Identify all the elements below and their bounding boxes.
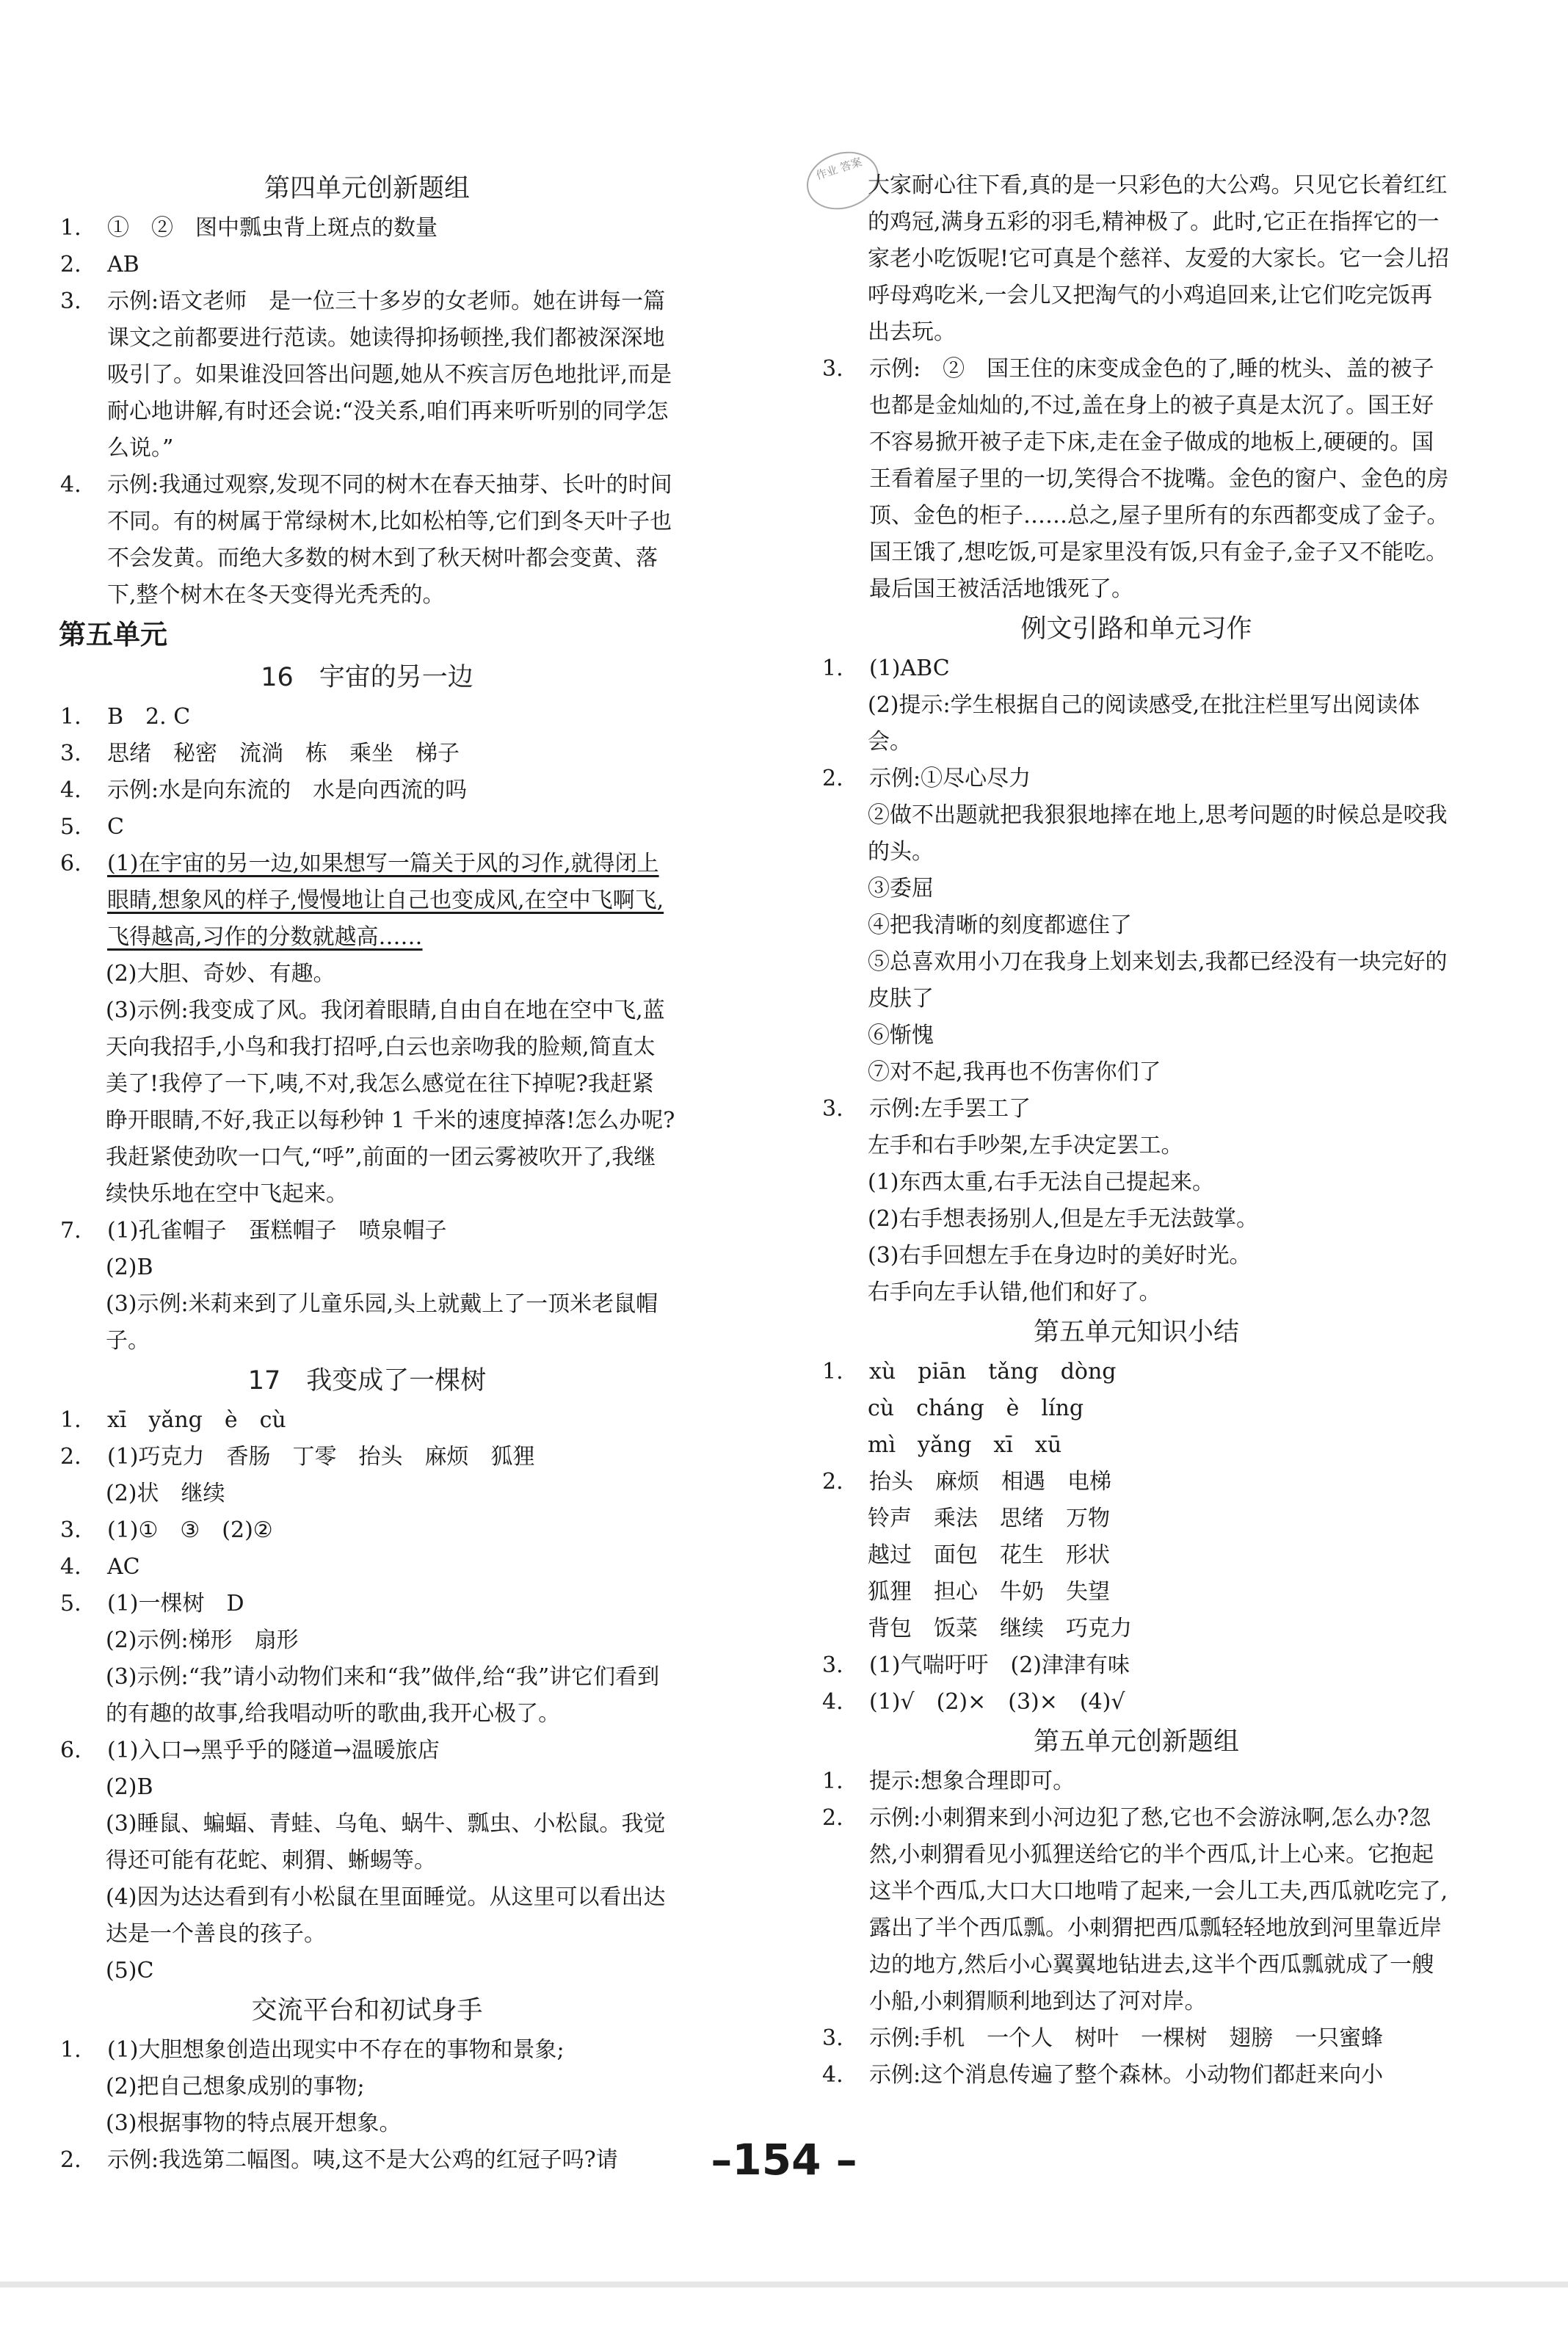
right-column [821,167,1452,2094]
answer-item: 6. (1)在宇宙的另一边,如果想写一篇关于风的习作,就得闭上眼睛,想象风的样子,慢慢地让自己也变成风,在空中飞啊飞,飞得越高,习作的分数就越高…… [60,851,664,950]
answer-item: 1. ① ② 图中瓢虫背上斑点的数量 [60,215,438,241]
answer-subitem: (2)示例:梯形 扇形 [106,1627,299,1653]
answer-item: 2. (1)巧克力 香肠 丁零 抬头 麻烦 狐狸 [60,1444,535,1470]
answer-subitem: (5)C [106,1958,154,1984]
answer-subitem: 铃声 乘法 思绪 万物 [868,1506,1110,1531]
answer-item: 4. 示例:水是向东流的 水是向西流的吗 [60,777,468,803]
answer-item: 3. 思绪 秘密 流淌 栋 乘坐 梯子 [60,741,460,766]
answer-item: 3. 示例:语文老师 是一位三十多岁的女老师。她在讲每一篇课文之前都要进行范读。她读得抑扬顿挫,我们都被深深地吸引了。如果谁没回答出问题,她从不疾言厉色地批评,而是耐心地讲解,有时还会说:“没关系,咱们再来听听别的同学怎么说。” [60,288,672,461]
answer-subitem: (2)B [106,1255,153,1280]
answer-subitem: ⑤总喜欢用小刀在我身上划来划去,我都已经没有一块完好的皮肤了 [868,949,1448,1012]
watermark-stamp: 作业 答案 [799,142,887,218]
answer-item: 1. (1)ABC [822,656,950,681]
answer-item: 4. 示例:我通过观察,发现不同的树木在春天抽芽、长叶的时间不同。有的树属于常绿树木,比如松柏等,它们到冬天叶子也不会发黄。而绝大多数的树木到了秋天树叶都会变黄、落下,整个树木在冬天变得光秃秃的。 [60,472,672,608]
answer-subitem: 狐狸 担心 牛奶 失望 [868,1579,1110,1605]
answer-item: 1. 提示:想象合理即可。 [822,1768,1075,1794]
answer-subitem: (3)根据事物的特点展开想象。 [106,2111,402,2136]
answer-subitem: 背包 饭菜 继续 巧克力 [868,1616,1132,1641]
lesson-title: 17 我变成了一棵树 [247,1366,487,1396]
answer-subitem: (3)右手回想左手在身边时的美好时光。 [868,1243,1252,1269]
answer-subitem: (3)示例:我变成了风。我闭着眼睛,自由自在地在空中飞,蓝天向我招手,小鸟和我打招呼,白云也亲吻我的脸颊,简直太美了!我停了一下,咦,不对,我怎么感觉在往下掉呢?我赶紧睁开眼睛,不好,我正以每秒钟 1 千米的速度掉落!怎么办呢?我赶紧使劲吹一口气,“呼”,前面的一团云雾被吹开了,我继续快乐地在空中飞起来。 [106,998,675,1207]
answer-item: 5. (1)一棵树 D [60,1591,244,1616]
section-title: 例文引路和单元习作 [1020,614,1252,644]
answer-subitem: ⑥惭愧 [868,1023,934,1048]
answer-item: 3. (1)气喘吁吁 (2)津津有味 [822,1652,1130,1678]
left-column [59,167,675,2179]
answer-continuation: 大家耐心往下看,真的是一只彩色的大公鸡。只见它长着红红的鸡冠,满身五彩的羽毛,精神极了。此时,它正在指挥它的一家老小吃饭呢!它可真是个慈祥、友爱的大家长。它一会儿招呼母鸡吃米,一会儿又把淘气的小鸡追回来,让它们吃完饭再出去玩。 [868,173,1450,345]
answer-subitem: (3)睡鼠、蝙蝠、青蛙、乌龟、蜗牛、瓢虫、小松鼠。我觉得还可能有花蛇、刺猬、蜥蜴等。 [106,1811,666,1873]
answer-item: 3. (1)① ③ (2)② [60,1517,273,1543]
answer-item: 3. 示例: ② 国王住的床变成金色的了,睡的枕头、盖的被子也都是金灿灿的,不过,盖在身上的被子真是太沉了。国王好不容易掀开被子走下床,走在金子做成的地板上,硬硬的。国王看着屋子里的一切,笑得合不拢嘴。金色的窗户、金色的房顶、金色的柜子……总之,屋子里所有的东西都变成了金子。国王饿了,想吃饭,可是家里没有饭,只有金子,金子又不能吃。最后国王被活活地饿死了。 [822,356,1449,602]
answer-subitem: cù cháng è líng [868,1396,1084,1421]
answer-subitem: (4)因为达达看到有小松鼠在里面睡觉。从这里可以看出达达是一个善良的孩子。 [106,1884,666,1947]
unit-title: 第五单元 [59,619,167,650]
answer-subitem: (2)大胆、奇妙、有趣。 [106,961,335,987]
lesson-title: 16 宇宙的另一边 [261,663,473,692]
answer-subitem: ④把我清晰的刻度都遮住了 [868,912,1132,938]
answer-subitem: ②做不出题就把我狠狠地摔在地上,思考问题的时候总是咬我的头。 [868,802,1448,865]
answer-subitem: ③委屈 [868,876,934,901]
answer-subitem: 左手和右手吵架,左手决定罢工。 [868,1133,1183,1158]
answer-item: 1. (1)大胆想象创造出现实中不存在的事物和景象; [60,2037,565,2063]
answer-item: 1. B 2. C [60,704,191,730]
answer-item: 7. (1)孔雀帽子 蛋糕帽子 喷泉帽子 [60,1218,447,1244]
answer-subitem: (2)右手想表扬别人,但是左手无法鼓掌。 [868,1206,1259,1232]
answer-subitem: (2)B [106,1774,153,1800]
section-title: 交流平台和初试身手 [251,1996,483,2025]
answer-subitem: mì yǎng xī xū [868,1432,1062,1458]
answer-subitem: (3)示例:“我”请小动物们来和“我”做伴,给“我”讲它们看到的有趣的故事,给我唱动听的歌曲,我开心极了。 [106,1664,660,1727]
answer-item: 6. (1)入口→黑乎乎的隧道→温暖旅店 [60,1738,440,1763]
section-title: 第五单元创新题组 [1033,1727,1239,1757]
answer-subitem: 越过 面包 花生 形状 [868,1542,1110,1568]
answer-item: 4. (1)√ (2)× (3)× (4)√ [822,1689,1125,1715]
answer-item: 1. xù piān tǎng dòng [822,1359,1117,1384]
answer-item: 1. xī yǎng è cù [60,1407,286,1433]
answer-item: 3. 示例:手机 一个人 树叶 一棵树 翅膀 一只蜜蜂 [822,2025,1384,2051]
answer-item: 2. 示例:我选第二幅图。咦,这不是大公鸡的红冠子吗?请 [60,2147,618,2173]
answer-item: 2. 示例:①尽心尽力 [822,766,1031,791]
section-title: 第四单元创新题组 [264,174,470,203]
answer-subitem: (2)提示:学生根据自己的阅读感受,在批注栏里写出阅读体会。 [868,692,1420,755]
answer-item: 2. 示例:小刺猬来到小河边犯了愁,它也不会游泳啊,怎么办?忽然,小刺猬看见小狐狸送给它的半个西瓜,计上心来。它抱起这半个西瓜,大口大口地啃了起来,一会儿工夫,西瓜就吃完了,露出了半个西瓜瓢。小刺猬把西瓜瓢轻轻地放到河里靠近岸边的地方,然后小心翼翼地钻进去,这半个西瓜瓢就成了一艘小船,小刺猬顺利地到达了河对岸。 [822,1805,1448,2014]
page-number: –154 – [711,2135,857,2185]
answer-item: 3. 示例:左手罢工了 [822,1096,1031,1122]
answer-item: 4. AC [60,1554,140,1580]
answer-subitem: (2)状 继续 [106,1481,225,1506]
answer-item: 2. AB [60,252,139,277]
answer-item: 2. 抬头 麻烦 相遇 电梯 [822,1469,1111,1495]
answer-item: 4. 示例:这个消息传遍了整个森林。小动物们都赶来向小 [822,2062,1384,2088]
answer-subitem: (3)示例:米莉来到了儿童乐园,头上就戴上了一顶米老鼠帽子。 [106,1291,658,1354]
answer-subitem: ⑦对不起,我再也不伤害你们了 [868,1059,1161,1085]
answer-item: 5. C [60,814,124,840]
answer-subitem: (1)东西太重,右手无法自己提起来。 [868,1169,1215,1195]
section-title: 第五单元知识小结 [1033,1318,1239,1347]
answer-subitem: 右手向左手认错,他们和好了。 [868,1280,1161,1305]
footer-rule [0,2282,1568,2287]
answer-subitem: (2)把自己想象成别的事物; [106,2074,365,2099]
